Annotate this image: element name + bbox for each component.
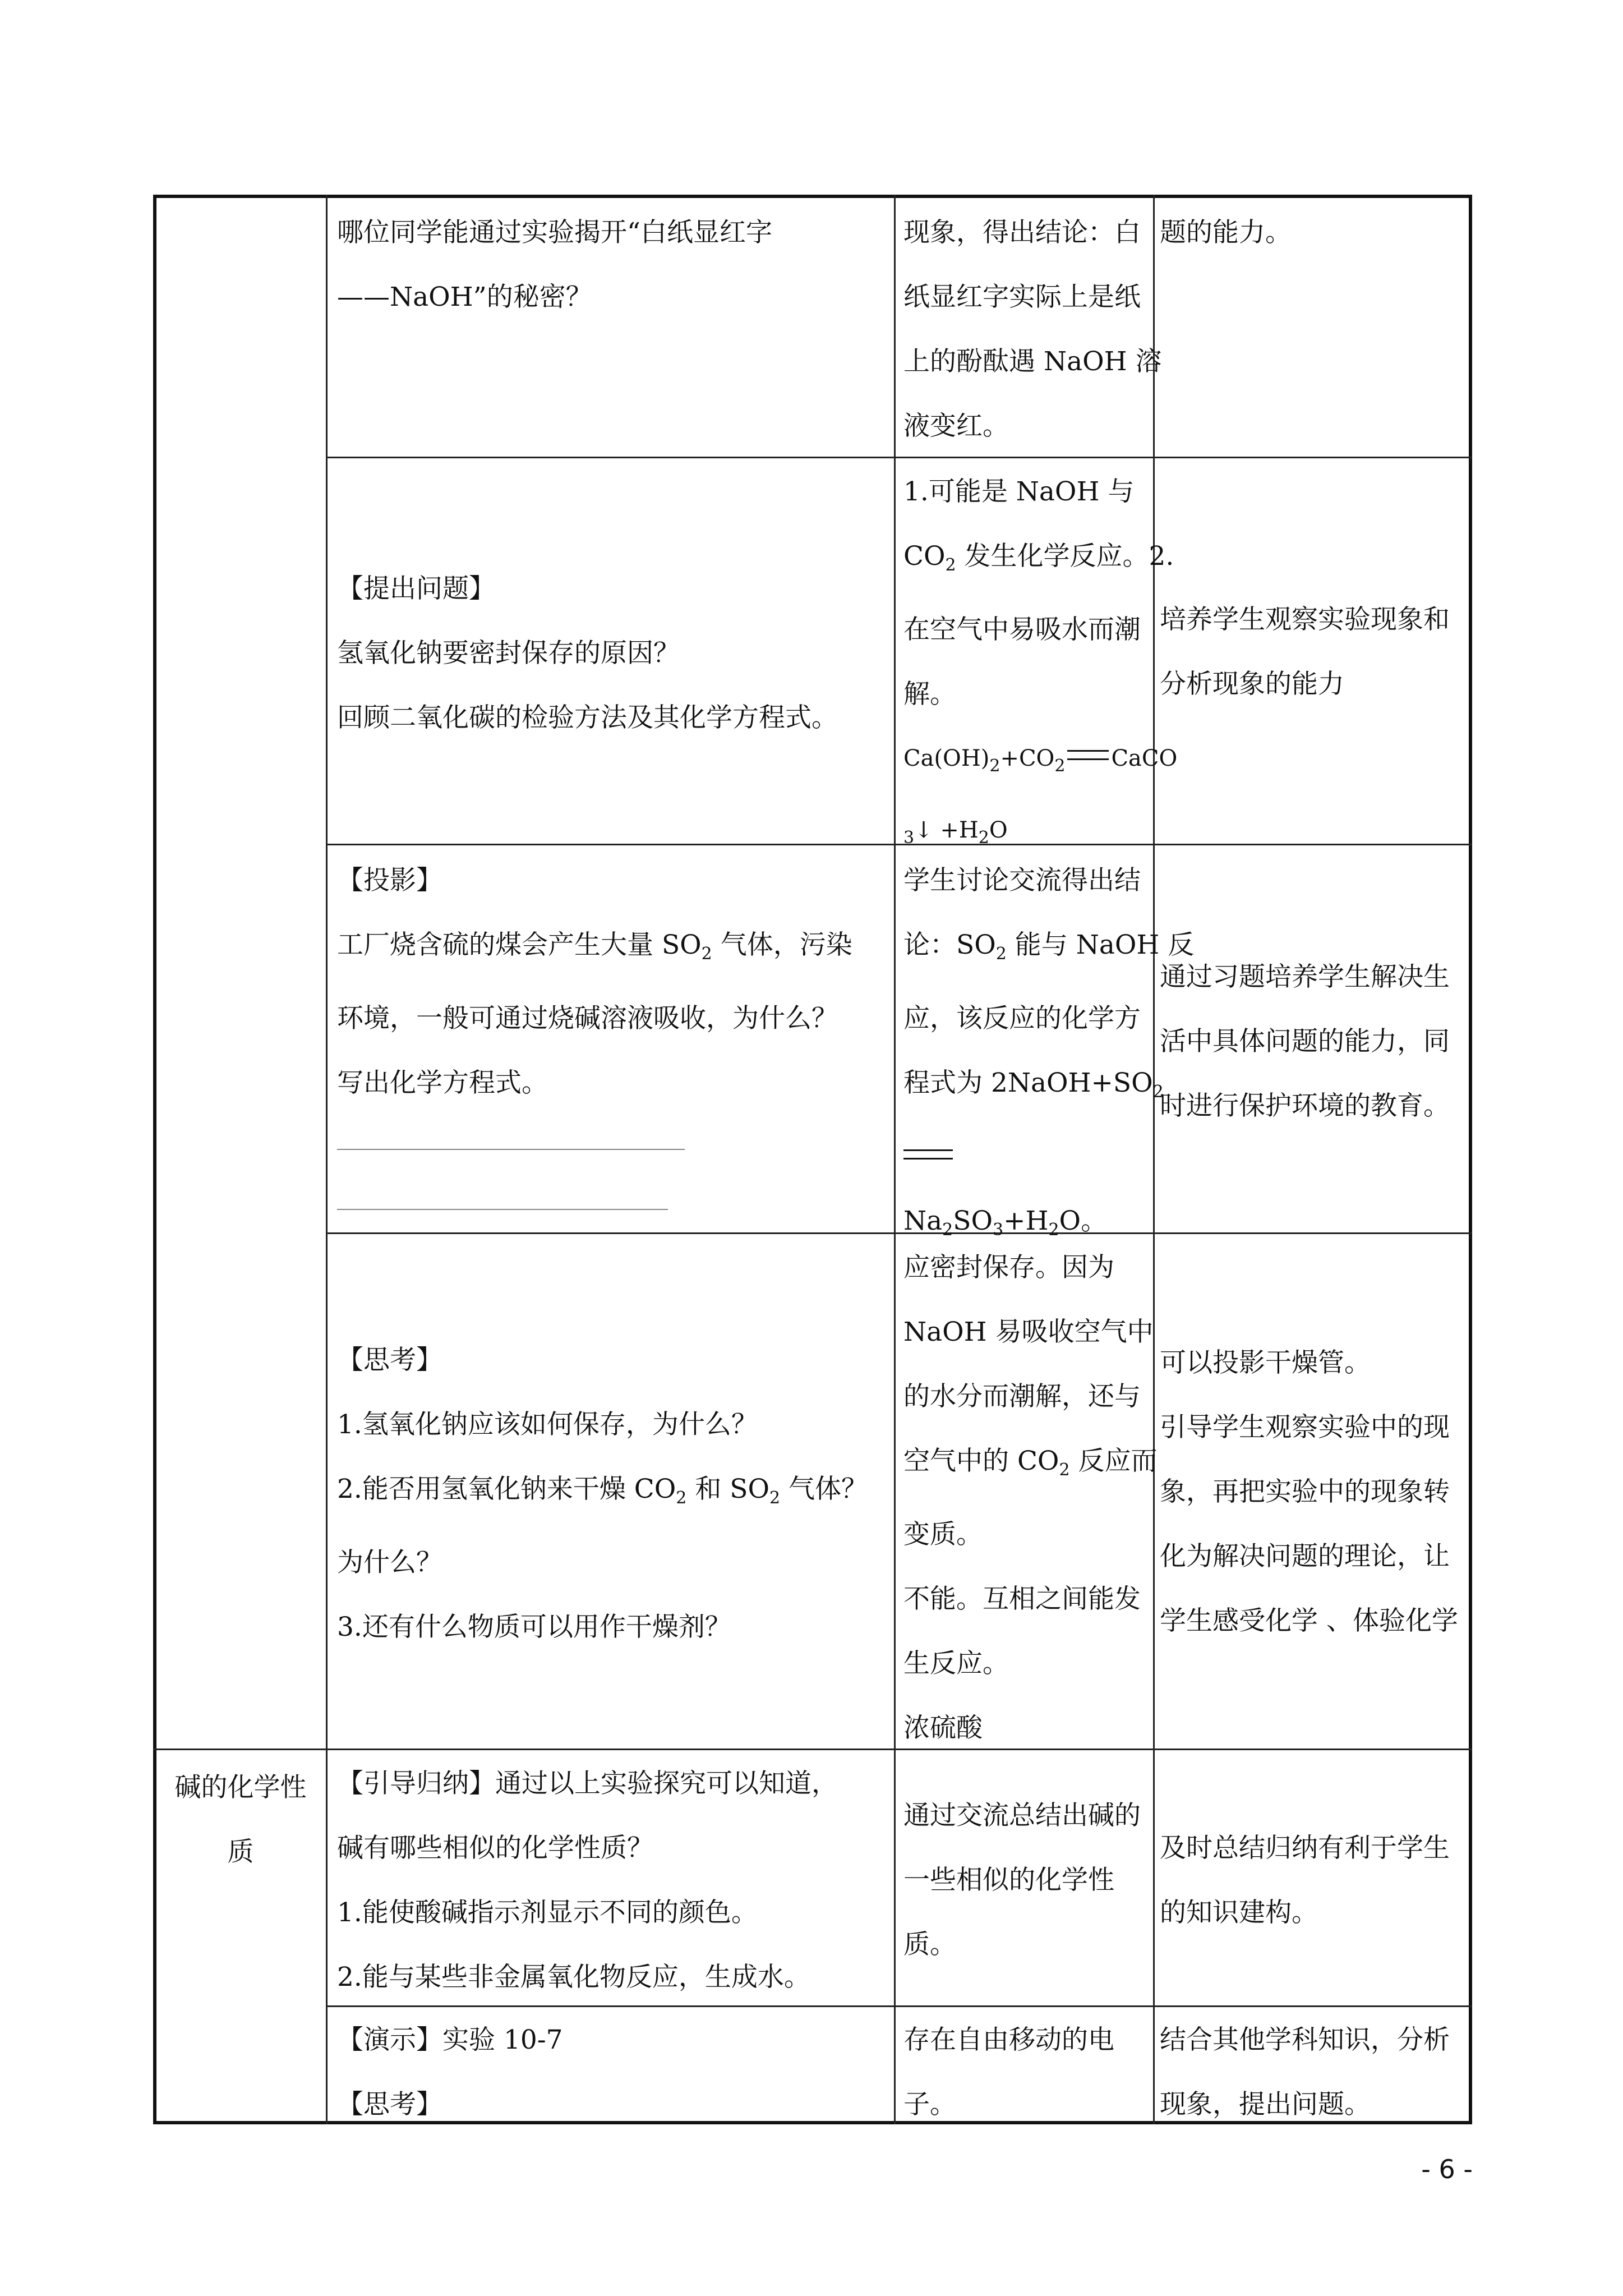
lesson-table — [153, 195, 1472, 2124]
text-run: 气体，污染 — [712, 930, 852, 960]
row1-intent — [1160, 200, 1292, 265]
row2-student — [903, 459, 1177, 870]
text-line: 现象，提出问题。 — [1160, 2089, 1371, 2120]
text-run: +CO — [1000, 746, 1055, 771]
text-line: 【投影】 — [337, 865, 442, 896]
text-run: ↓ +H — [914, 817, 979, 843]
text-line: 上的酚酞遇 NaOH 溶 — [903, 346, 1162, 377]
text-line: 【引导归纳】通过以上实验探究可以知道， — [337, 1768, 838, 1799]
text-line: 1.可能是 NaOH 与 — [903, 476, 1135, 507]
row3-activity — [337, 848, 852, 1210]
row6-activity — [337, 2008, 563, 2137]
row4-intent — [1160, 1331, 1458, 1653]
text-line: 1.能使酸碱指示剂显示不同的颜色。 — [337, 1897, 758, 1928]
text-line: 一些相似的化学性 — [903, 1865, 1114, 1895]
subscript: 2 — [995, 944, 1007, 964]
text-line: 1.氢氧化钠应该如何保存，为什么？ — [337, 1409, 758, 1440]
text-line: 【提出问题】 — [337, 573, 495, 604]
row-divider-3 — [326, 1232, 1472, 1234]
row5-activity — [337, 1751, 838, 2009]
row-divider-4 — [153, 1749, 1472, 1750]
topic-label — [168, 1755, 313, 1884]
text-run: 程式为 2NaOH+SO — [903, 1068, 1153, 1098]
subscript: 2 — [1054, 756, 1066, 776]
text-run: 发生化学反应。2. — [956, 541, 1174, 572]
row1-student — [903, 200, 1162, 458]
page-number: - 6 - — [1421, 2154, 1473, 2184]
subscript: 2 — [1059, 1460, 1070, 1480]
text-line: 象，再把实验中的现象转 — [1160, 1476, 1450, 1507]
equation-line — [903, 1124, 1194, 1189]
subscript: 3 — [992, 1220, 1004, 1240]
subscript: 2 — [676, 1488, 687, 1508]
row3-intent — [1160, 945, 1450, 1138]
text-line — [903, 1429, 1157, 1502]
text-run: SO — [953, 1205, 993, 1236]
answer-blank-1 — [337, 1149, 685, 1150]
subscript: 2 — [1152, 1082, 1164, 1102]
subscript: 2 — [978, 828, 989, 848]
row1-activity — [337, 200, 772, 329]
row6-student — [903, 2008, 1114, 2137]
subscript: 2 — [989, 756, 1000, 776]
text-line: 氢氧化钠要密封保存的原因？ — [337, 638, 680, 669]
text-run: 和 SO — [686, 1474, 769, 1504]
equation-line — [903, 726, 1177, 798]
text-line: 【演示】实验 10-7 — [337, 2024, 563, 2055]
text-line: 在空气中易吸水而潮 — [903, 614, 1141, 645]
subscript: 2 — [769, 1488, 781, 1508]
subscript: 2 — [701, 944, 712, 964]
text-line: 分析现象的能力 — [1160, 669, 1344, 700]
text-run: 气体？ — [780, 1474, 868, 1504]
text-line: 的水分而潮解，还与 — [903, 1381, 1141, 1412]
row2-intent — [1160, 587, 1450, 716]
subscript: 2 — [1048, 1220, 1059, 1240]
text-run: O — [989, 817, 1008, 843]
text-line: NaOH 易吸收空气中 — [903, 1317, 1154, 1347]
text-line: 3.还有什么物质可以用作干燥剂？ — [337, 1612, 731, 1642]
text-line: 可以投影干燥管。 — [1160, 1347, 1371, 1378]
row-divider-2 — [326, 844, 1472, 845]
text-line: 的知识建构。 — [1160, 1897, 1318, 1928]
subscript: 3 — [903, 828, 915, 848]
text-line: 应，该反应的化学方 — [903, 1003, 1141, 1034]
text-run: Na — [903, 1205, 943, 1236]
row4-activity — [337, 1328, 868, 1659]
row6-intent — [1160, 2008, 1450, 2137]
row5-student — [903, 1783, 1141, 1977]
text-run: CO — [903, 541, 946, 572]
text-line — [903, 524, 1177, 597]
text-line: 【思考】 — [337, 1345, 442, 1375]
text-run: Ca(OH) — [903, 746, 990, 771]
table-border-right — [1469, 195, 1472, 2124]
text-line: 质。 — [903, 1929, 956, 1960]
text-line: 时进行保护环境的教育。 — [1160, 1091, 1450, 1121]
text-line: 应密封保存。因为 — [903, 1252, 1114, 1283]
text-line: 存在自由移动的电 — [903, 2024, 1114, 2055]
text-run: CaCO — [1111, 746, 1178, 771]
text-line: 碱有哪些相似的化学性质？ — [337, 1833, 653, 1864]
text-line: 变质。 — [903, 1519, 983, 1550]
text-line — [903, 1051, 1194, 1124]
text-run: 工厂烧含硫的煤会产生大量 SO — [337, 930, 702, 960]
text-line: 题的能力。 — [1160, 217, 1292, 248]
text-line: 【思考】 — [337, 2089, 442, 2120]
text-line: 哪位同学能通过实验揭开“白纸显红字 — [337, 217, 773, 248]
text-line: 化为解决问题的理论，让 — [1160, 1541, 1450, 1572]
text-line: 学生感受化学 、体验化学 — [1160, 1605, 1458, 1636]
text-line: 环境，一般可通过烧碱溶液吸收，为什么？ — [337, 1003, 838, 1034]
text-line: 通过习题培养学生解决生 — [1160, 961, 1450, 992]
text-line: 回顾二氧化碳的检验方法及其化学方程式。 — [337, 702, 838, 733]
text-line: 纸显红字实际上是纸 — [903, 282, 1141, 312]
text-run: 能与 NaOH 反 — [1006, 930, 1195, 960]
column-divider-1 — [326, 195, 328, 2124]
text-line: 生反应。 — [903, 1648, 1009, 1679]
text-line: 现象，得出结论：白 — [903, 217, 1141, 248]
text-line — [903, 913, 1194, 986]
text-line: 通过交流总结出碱的 — [903, 1800, 1141, 1831]
text-line: ——NaOH”的秘密？ — [337, 282, 592, 312]
text-line — [337, 913, 852, 986]
table-border-top — [153, 195, 1472, 198]
text-line: 碱的化学性 — [174, 1772, 307, 1803]
text-run: O。 — [1059, 1205, 1108, 1236]
text-line — [337, 1457, 868, 1530]
text-line: 浓硫酸 — [903, 1713, 983, 1743]
text-line: 引导学生观察实验中的现 — [1160, 1412, 1450, 1443]
text-run: 空气中的 CO — [903, 1446, 1059, 1476]
text-line: 质 — [227, 1837, 254, 1867]
text-line: 解。 — [903, 679, 956, 710]
text-run: 反应而 — [1069, 1446, 1158, 1476]
text-run: +H — [1003, 1205, 1049, 1236]
text-line: 及时总结归纳有利于学生 — [1160, 1833, 1450, 1864]
text-run: 2.能否用氢氧化钠来干燥 CO — [337, 1474, 676, 1504]
text-line: 写出化学方程式。 — [337, 1068, 548, 1098]
text-line: 液变红。 — [903, 411, 1009, 441]
text-line: 为什么？ — [337, 1547, 442, 1578]
text-line: 子。 — [903, 2089, 956, 2120]
row2-activity — [337, 556, 838, 750]
row3-student — [903, 848, 1194, 1262]
row4-student — [903, 1235, 1157, 1760]
equals-sign — [903, 1149, 953, 1159]
row-divider-1 — [326, 457, 1472, 458]
text-line: 不能。互相之间能发 — [903, 1584, 1141, 1614]
column-divider-2 — [894, 195, 896, 2124]
text-line: 2.能与某些非金属氧化物反应，生成水。 — [337, 1962, 810, 1993]
text-run: 论：SO — [903, 930, 996, 960]
text-line: 培养学生观察实验现象和 — [1160, 604, 1450, 635]
text-line: 活中具体问题的能力，同 — [1160, 1026, 1450, 1057]
subscript: 2 — [942, 1220, 953, 1240]
text-line: 学生讨论交流得出结 — [903, 865, 1141, 896]
text-line: 结合其他学科知识，分析 — [1160, 2024, 1450, 2055]
answer-blank-2 — [337, 1209, 668, 1210]
row5-intent — [1160, 1816, 1450, 1945]
equals-sign — [1067, 750, 1109, 760]
table-border-left — [153, 195, 156, 2124]
subscript: 2 — [945, 555, 956, 575]
